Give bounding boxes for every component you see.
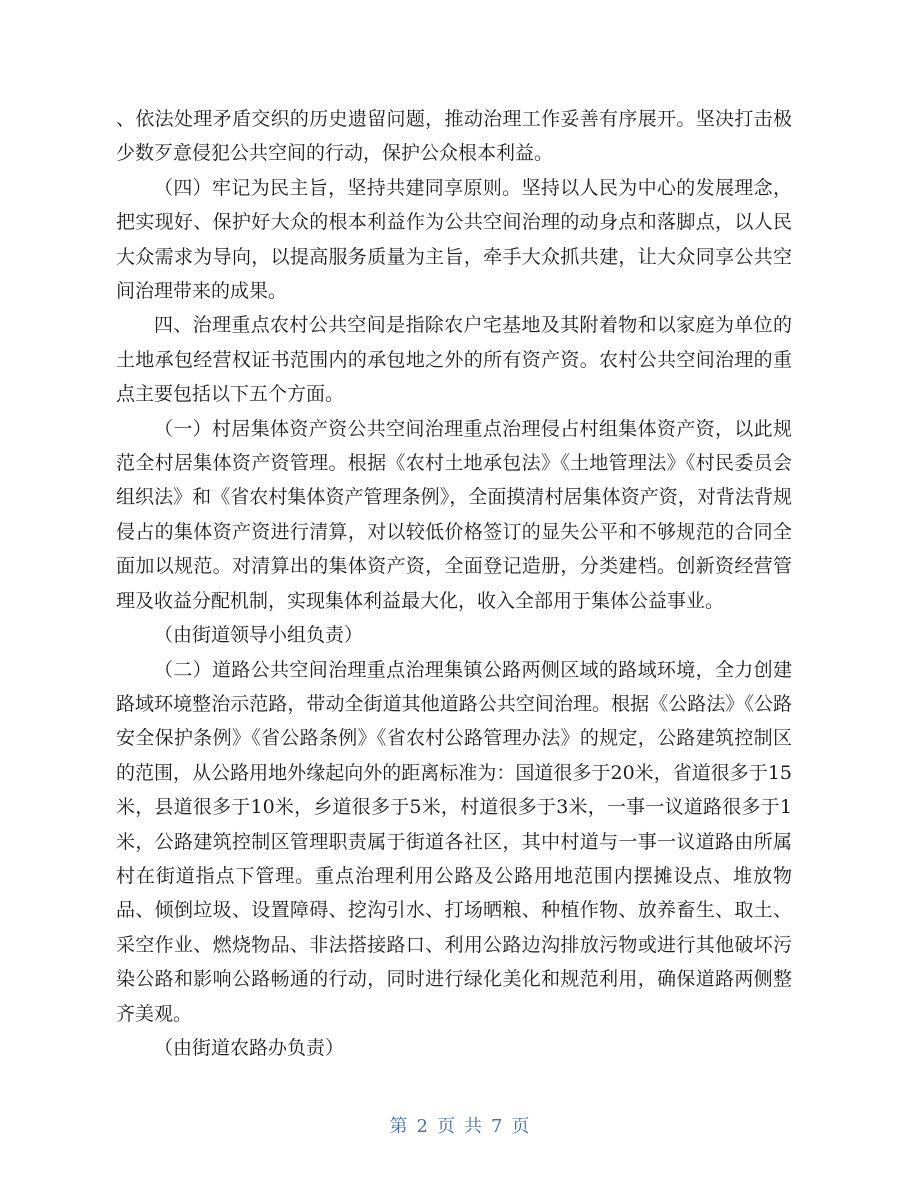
paragraph-section-four: 四、治理重点农村公共空间是指除农户宅基地及其附着物和以家庭为单位的土地承包经营权证书范围内的承包地之外的所有资产资。农村公共空间治理的重点主要包括以下五个方面。 — [116, 314, 792, 406]
document-body — [116, 102, 792, 1065]
footer-page-word: 页 — [437, 1116, 456, 1137]
footer-current-page: 2 — [416, 1116, 429, 1137]
footer-total-suffix: 页 — [511, 1116, 531, 1137]
paragraph-continuation: 、依法处理矛盾交织的历史遗留问题，推动治理工作妥善有序展开。坚决打击极少数歹意侵犯公共空间的行动，保护公众根本利益。 — [116, 108, 792, 165]
paragraph-responsible-one: （由街道领导小组负责） — [154, 624, 364, 647]
paragraph-principle-four: （四）牢记为民主旨，坚持共建同享原则。坚持以人民为中心的发展理念，把实现好、保护好大众的根本利益作为公共空间治理的动身点和落脚点，以人民大众需求为导向，以提高服务质量为主旨，牵手大众抓共建，让大众同享公共空间治理带来的成果。 — [116, 176, 792, 303]
footer-total-prefix: 共 — [464, 1116, 483, 1137]
paragraph-item-one: （一）村居集体资产资公共空间治理重点治理侵占村组集体资产资，以此规范全村居集体资产资管理。根据《农村土地承包法》《土地管理法》《村民委员会组织法》和《省农村集体资产管理条例》，全面摸清村居集体资产资，对背法背规侵占的集体资产资进行清算，对以较低价格签订的显失公平和不够规范的合同全面加以规范。对清算出的集体资产资，全面登记造册，分类建档。创新资经营管理及收益分配机制，实现集体利益最大化，收入全部用于集体公益事业。 — [116, 417, 792, 612]
footer-total-pages: 7 — [491, 1116, 504, 1137]
footer-page-prefix: 第 — [389, 1116, 409, 1137]
paragraph-responsible-two: （由街道农路办负责） — [154, 1036, 345, 1059]
page-footer — [0, 1112, 920, 1138]
paragraph-item-two: （二）道路公共空间治理重点治理集镇公路两侧区域的路域环境，全力创建路域环境整治示范路，带动全街道其他道路公共空间治理。根据《公路法》《公路安全保护条例》《省公路条例》《省农村公路管理办法》的规定，公路建筑控制区的范围，从公路用地外缘起向外的距离标准为：国道很多于20米，省道很多于15米，县道很多于10米，乡道很多于5米，村道很多于3米，一事一议道路很多于1米，公路建筑控制区管理职责属于街道各社区，其中村道与一事一议道路由所属村在街道指点下管理。重点治理利用公路及公路用地范围内摆摊设点、堆放物品、倾倒垃圾、设置障碍、挖沟引水、打场晒粮、种植作物、放养畜生、取土、采空作业、燃烧物品、非法搭接路口、利用公路边沟排放污物或进行其他破坏污染公路和影响公路畅通的行动，同时进行绿化美化和规范利用，确保道路两侧整齐美观。 — [116, 658, 792, 1025]
